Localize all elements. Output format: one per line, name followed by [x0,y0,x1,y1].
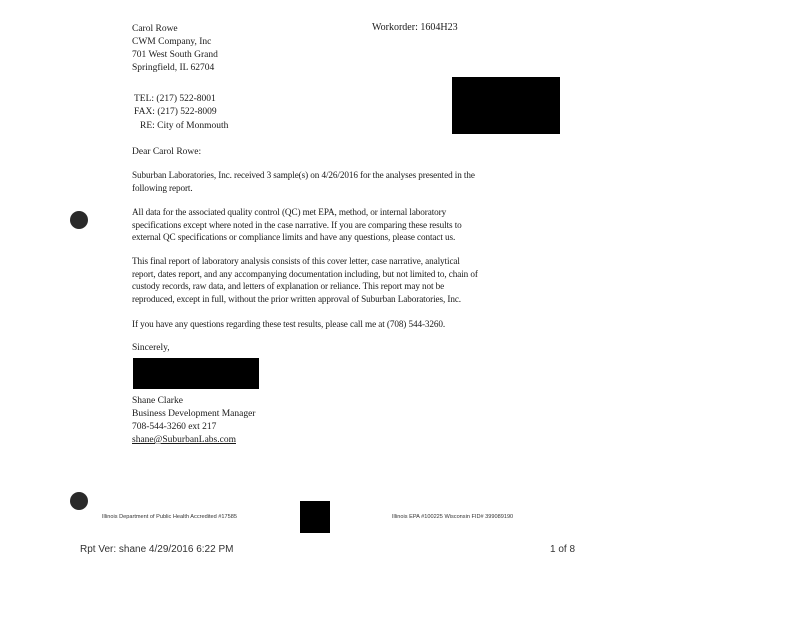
paragraph-2-line-3: external QC specifications or compliance limits and have any questions, please contact us. [132,232,456,242]
paragraph-3 [132,255,532,305]
paragraph-3-line-4: reproduced, except in full, without the prior written approval of Suburban Laboratories, Inc. [132,293,462,304]
redaction-footer-logo [300,501,330,533]
re-line: RE: City of Monmouth [140,121,229,131]
footer-accreditation-left: Illinois Department of Public Health Accredited #17585 [102,514,237,520]
paragraph-2 [132,206,532,244]
addressee-block [132,23,218,75]
tel-line: TEL: (217) 522-8001 [134,94,216,104]
fax-line: FAX: (217) 522-8009 [134,107,217,117]
redaction-logo [452,77,560,134]
paragraph-3-line-3: custody records, raw data, and letters of explanation or reliance. This report may not be [132,281,445,291]
signer-name: Shane Clarke [132,396,183,406]
signer-block [132,395,255,447]
paragraph-3-line-2: report, dates report, and any accompanying documentation including, but not limited to, chain of [132,268,478,279]
addressee-city: Springfield, IL 62704 [132,63,215,73]
signer-title: Business Development Manager [132,409,256,419]
punch-hole-top [70,211,88,229]
workorder-label: Workorder: 1604H23 [372,22,458,33]
paragraph-2-line-1: All data for the associated quality control (QC) met EPA, method, or internal laboratory [132,207,447,217]
addressee-street: 701 West South Grand [132,50,218,60]
page-number: 1 of 8 [550,544,576,555]
footer-accreditation-right: Illinois EPA #100225 Wisconsin FID# 399089190 [392,514,514,520]
addressee-company: CWM Company, Inc [132,37,212,47]
paragraph-4-line-1: If you have any questions regarding these test results, please call me at (708) 544-3260. [132,319,446,329]
closing: Sincerely, [132,343,170,353]
signer-email: shane@SuburbanLabs.com [132,435,236,445]
paragraph-2-line-2: specifications except where noted in the case narrative. If you are comparing these results to [132,219,462,230]
report-version: Rpt Ver: shane 4/29/2016 6:22 PM [80,544,234,555]
paragraph-4 [132,318,532,331]
signer-phone: 708-544-3260 ext 217 [132,422,217,432]
salutation: Dear Carol Rowe: [132,147,202,157]
addressee-name: Carol Rowe [132,24,178,34]
redaction-signature [133,358,259,389]
punch-hole-bottom [70,492,88,510]
paragraph-1-line-2: following report. [132,182,193,193]
paragraph-1 [132,169,532,194]
paragraph-3-line-1: This final report of laboratory analysis consists of this cover letter, case narrative, analytical [132,256,460,266]
paragraph-1-line-1: Suburban Laboratories, Inc. received 3 sample(s) on 4/26/2016 for the analyses presented in the [132,170,475,180]
